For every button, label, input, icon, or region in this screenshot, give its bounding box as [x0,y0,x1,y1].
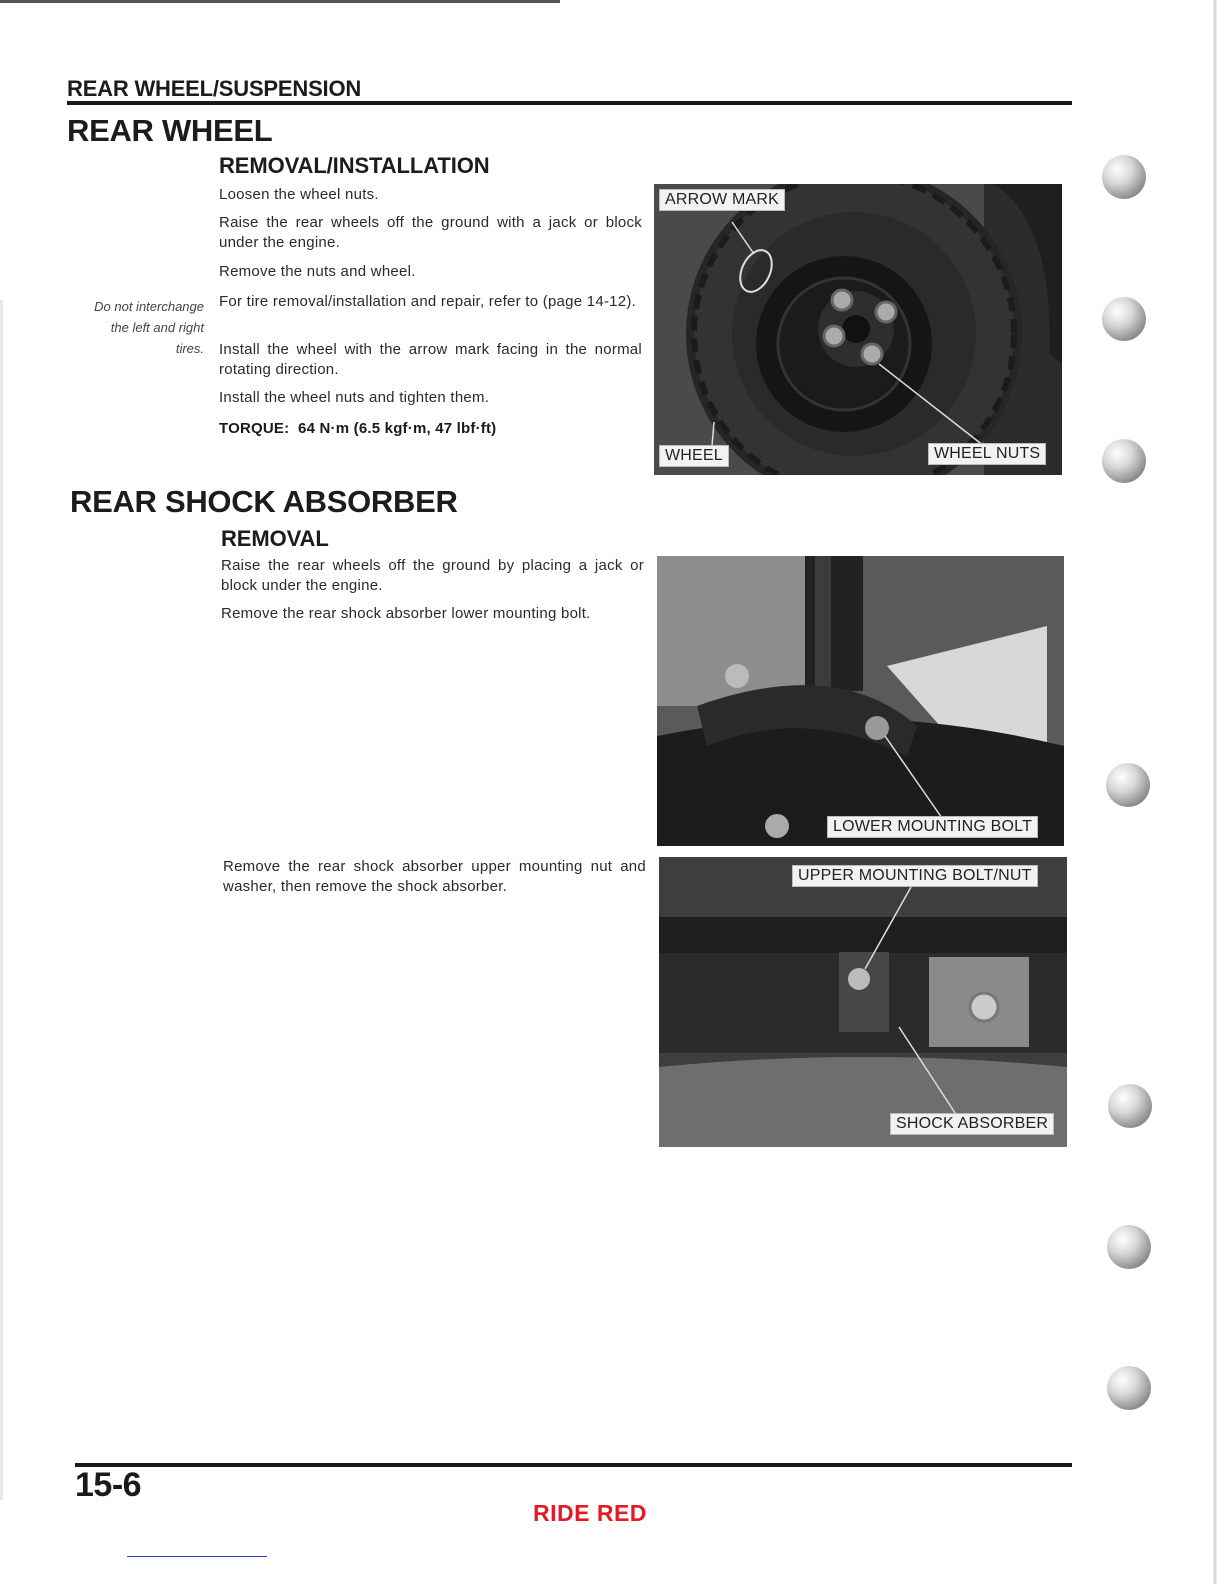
footer-rule [75,1463,1072,1467]
step-remove-nuts: Remove the nuts and wheel. [219,263,416,280]
side-note-line: tires. [175,341,204,356]
brand-logo: RIDE RED [533,1500,647,1526]
step-tighten-nuts: Install the wheel nuts and tighten them. [219,389,490,406]
wheel-label: WHEEL [659,445,729,467]
binder-tab-icon [1102,155,1146,199]
wheel-illustration [654,184,1062,475]
side-note-line: the left and right [110,320,204,335]
torque-label: TORQUE: [219,420,290,437]
torque-spec [219,420,496,437]
upper-mount-photo [659,857,1067,1147]
shock-absorber-label: SHOCK ABSORBER [890,1113,1054,1135]
arrow-mark-label: ARROW MARK [659,189,785,211]
page-number: 15-6 [75,1466,142,1504]
lower-mounting-bolt-label: LOWER MOUNTING BOLT [827,816,1038,838]
step-tire-reference: For tire removal/installation and repair, refer to (page 14-12). [219,293,637,310]
header-rule [67,101,1072,105]
step-install-wheel: Install the wheel with the arrow mark facing in the normal rotating direction. [219,341,642,378]
binder-tab-icon [1106,763,1150,807]
rear-shock-title: REAR SHOCK ABSORBER [70,484,458,519]
lower-mount-photo [657,556,1064,846]
upper-mount-illustration [659,857,1067,1147]
removal-installation-subtitle: REMOVAL/INSTALLATION [219,153,490,178]
rear-wheel-title: REAR WHEEL [67,113,273,148]
wheel-nuts-label: WHEEL NUTS [928,443,1046,465]
lower-mount-illustration [657,556,1064,846]
left-edge-shade [0,300,3,1500]
torque-value: 64 N·m (6.5 kgf·m, 47 lbf·ft) [298,420,497,437]
binder-tab-icon [1102,439,1146,483]
section-header: REAR WHEEL/SUSPENSION [67,76,362,101]
binder-tab-icon [1102,297,1146,341]
upper-mounting-bolt-label: UPPER MOUNTING BOLT/NUT [792,865,1038,887]
side-note [60,296,204,359]
wheel-photo [654,184,1062,475]
binder-tab-icon [1107,1225,1151,1269]
step-loosen-nuts: Loosen the wheel nuts. [219,186,379,203]
binding-edge [1213,0,1217,1584]
step-remove-lower-bolt: Remove the rear shock absorber lower mounting bolt. [221,605,591,622]
step-raise-wheels: Raise the rear wheels off the ground with a jack or block under the engine. [219,214,642,251]
step-raise-wheels-shock: Raise the rear wheels off the ground by placing a jack or block under the engine. [221,557,644,594]
top-edge-line [0,0,560,3]
side-note-line: Do not interchange [94,299,204,314]
binder-tab-icon [1108,1084,1152,1128]
step-remove-upper-nut: Remove the rear shock absorber upper mounting nut and washer, then remove the shock absorber. [223,858,646,895]
binder-tab-icon [1107,1366,1151,1410]
footer-underline [127,1556,267,1557]
removal-subtitle: REMOVAL [221,526,329,551]
